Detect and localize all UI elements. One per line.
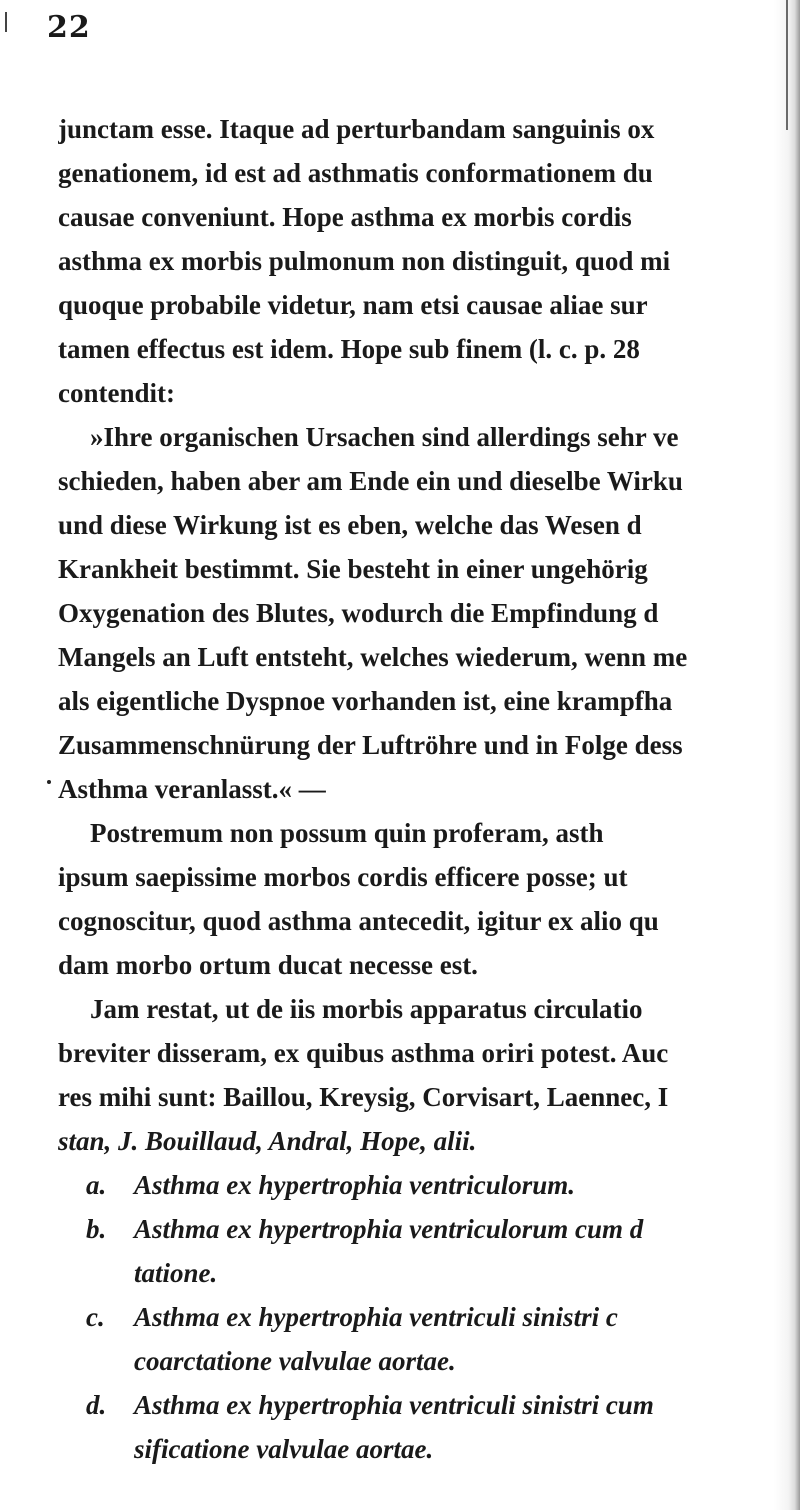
text-line: stan, J. Bouillaud, Andral, Hope, alii. <box>58 1126 477 1156</box>
list-item <box>58 1163 798 1207</box>
quote-line: und diese Wirkung ist es eben, welche das Wesen d <box>58 510 642 540</box>
quote-line: Mangels an Luft entsteht, welches wiederum, wenn me <box>58 642 688 672</box>
quote-line: Zusammenschnürung der Luftröhre und in Folge dess <box>58 730 683 760</box>
list-text: Asthma ex hypertrophia ventriculi sinistri cum <box>134 1390 654 1420</box>
list-letter: b. <box>86 1214 107 1244</box>
text-line: Jam restat, ut de iis morbis apparatus circulatio <box>90 994 643 1024</box>
list-item <box>58 1383 798 1427</box>
list-text: Asthma ex hypertrophia ventriculi sinistri c <box>134 1302 618 1332</box>
margin-dot <box>47 780 51 784</box>
list-continuation: tatione. <box>134 1258 218 1288</box>
list-letter: c. <box>86 1302 105 1332</box>
text-line: breviter disseram, ex quibus asthma oriri potest. Auc <box>58 1038 669 1068</box>
text-line: asthma ex morbis pulmonum non distinguit, quod mi <box>58 246 671 276</box>
scan-mark <box>5 12 7 32</box>
quote-line: Krankheit bestimmt. Sie besteht in einer ungehörig <box>58 554 648 584</box>
quote-line: »Ihre organischen Ursachen sind allerdings sehr ve <box>90 422 679 452</box>
list-item <box>58 1295 798 1339</box>
text-line: junctam esse. Itaque ad perturbandam sanguinis ox <box>58 114 655 144</box>
quote-line: schieden, haben aber am Ende ein und dieselbe Wirku <box>58 466 683 496</box>
list-continuation: sificatione valvulae aortae. <box>134 1434 434 1464</box>
text-line: res mihi sunt: Baillou, Kreysig, Corvisart, Laennec, I <box>58 1082 669 1112</box>
list-text: Asthma ex hypertrophia ventriculorum cum d <box>134 1214 644 1244</box>
text-line: ipsum saepissime morbos cordis efficere posse; ut <box>58 862 628 892</box>
text-line: cognoscitur, quod asthma antecedit, igitur ex alio qu <box>58 906 659 936</box>
text-line: contendit: <box>58 378 175 408</box>
quote-line: als eigentliche Dyspnoe vorhanden ist, eine krampfha <box>58 686 673 716</box>
list-text: Asthma ex hypertrophia ventriculorum. <box>134 1170 576 1200</box>
page-number: 22 <box>47 10 91 45</box>
text-line: Postremum non possum quin proferam, asth <box>90 818 604 848</box>
text-line: dam morbo ortum ducat necesse est. <box>58 950 478 980</box>
page-text <box>58 107 798 1507</box>
text-line: causae conveniunt. Hope asthma ex morbis cordis <box>58 202 632 232</box>
text-line: tamen effectus est idem. Hope sub finem (l. c. p. 28 <box>58 334 640 364</box>
list-item <box>58 1207 798 1251</box>
text-line: genationem, id est ad asthmatis conformationem du <box>58 158 653 188</box>
list-letter: d. <box>86 1390 107 1420</box>
text-line: quoque probabile videtur, nam etsi causae aliae sur <box>58 290 648 320</box>
list-continuation: coarctatione valvulae aortae. <box>134 1346 456 1376</box>
list-letter: a. <box>86 1170 107 1200</box>
quote-line: Oxygenation des Blutes, wodurch die Empfindung d <box>58 598 659 628</box>
quote-line: Asthma veranlasst.« — <box>58 774 326 804</box>
